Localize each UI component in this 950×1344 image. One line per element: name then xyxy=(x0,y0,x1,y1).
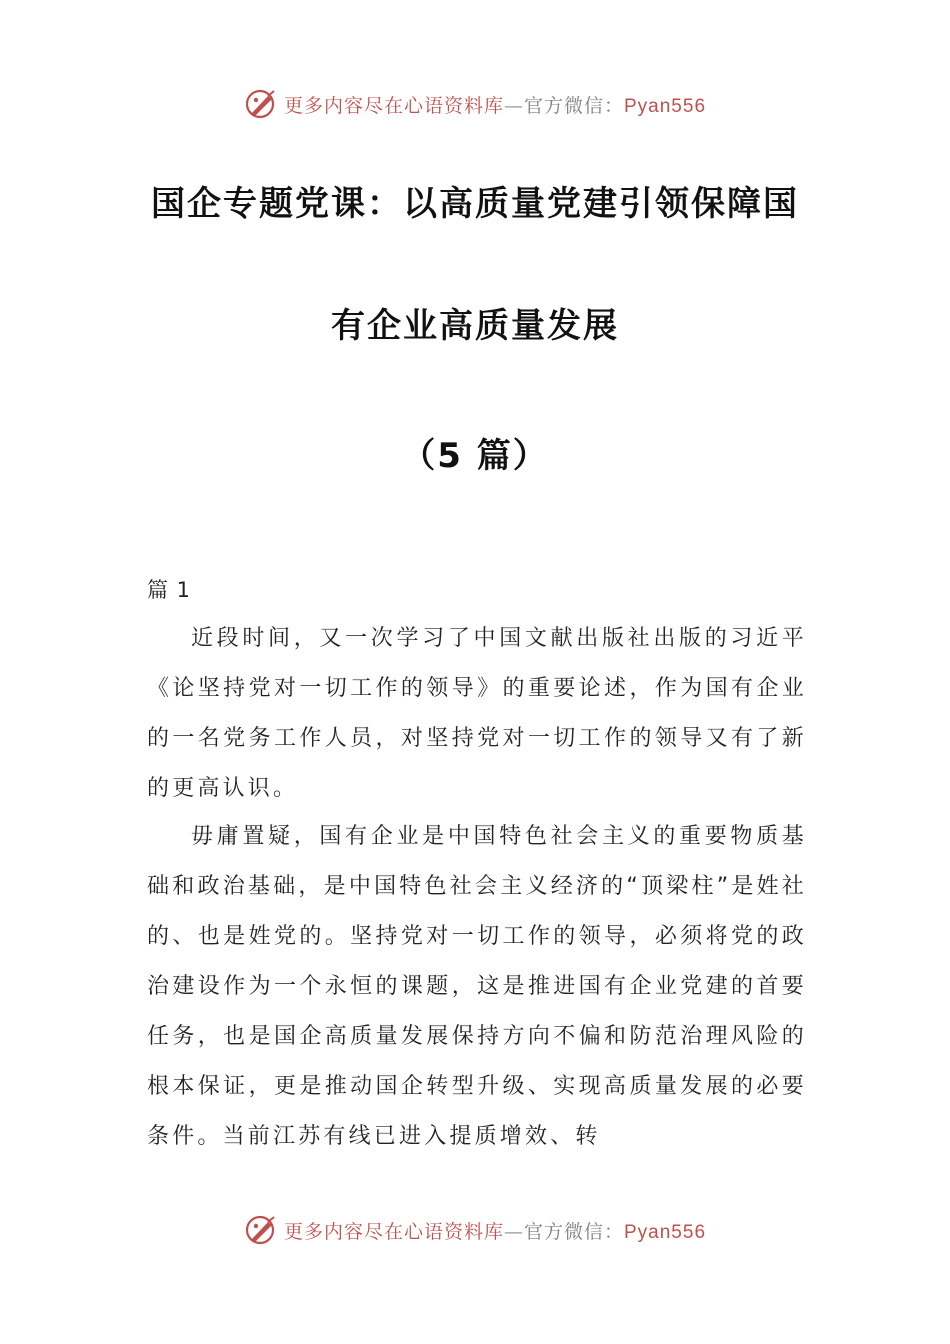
section-label: 篇 1 xyxy=(147,578,192,602)
watermark-text: 更多内容尽在心语资料库—官方微信：Pyan556 xyxy=(283,1220,707,1243)
pen-circle-logo-icon xyxy=(244,87,278,121)
body-paragraph-1: 近段时间，又一次学习了中国文献出版社出版的习近平《论坚持党对一切工作的领导》的重要论述，作为国有企业的一名党务工作人员，对坚持党对一切工作的领导又有了新的更高认识。 xyxy=(147,626,807,801)
pen-circle-logo-icon xyxy=(244,1213,278,1247)
header-watermark xyxy=(0,84,950,124)
document-title-count: （5 篇） xyxy=(401,436,549,476)
body-paragraph-2: 毋庸置疑，国有企业是中国特色社会主义的重要物质基础和政治基础，是中国特色社会主义经济的“顶梁柱”是姓社的、也是姓党的。坚持党对一切工作的领导，必须将党的政治建设作为一个永恒的课题，这是推进国有企业党建的首要任务，也是国企高质量发展保持方向不偏和防范治理风险的根本保证，更是推动国企转型升级、实现高质量发展的必要条件。当前江苏有线已进入提质增效、转 xyxy=(147,824,807,1149)
watermark-text: 更多内容尽在心语资料库—官方微信：Pyan556 xyxy=(283,94,707,117)
document-title-line-2: 有企业高质量发展 xyxy=(331,306,619,346)
footer-watermark xyxy=(0,1210,950,1250)
document-title-line-1: 国企专题党课：以高质量党建引领保障国 xyxy=(151,184,799,224)
